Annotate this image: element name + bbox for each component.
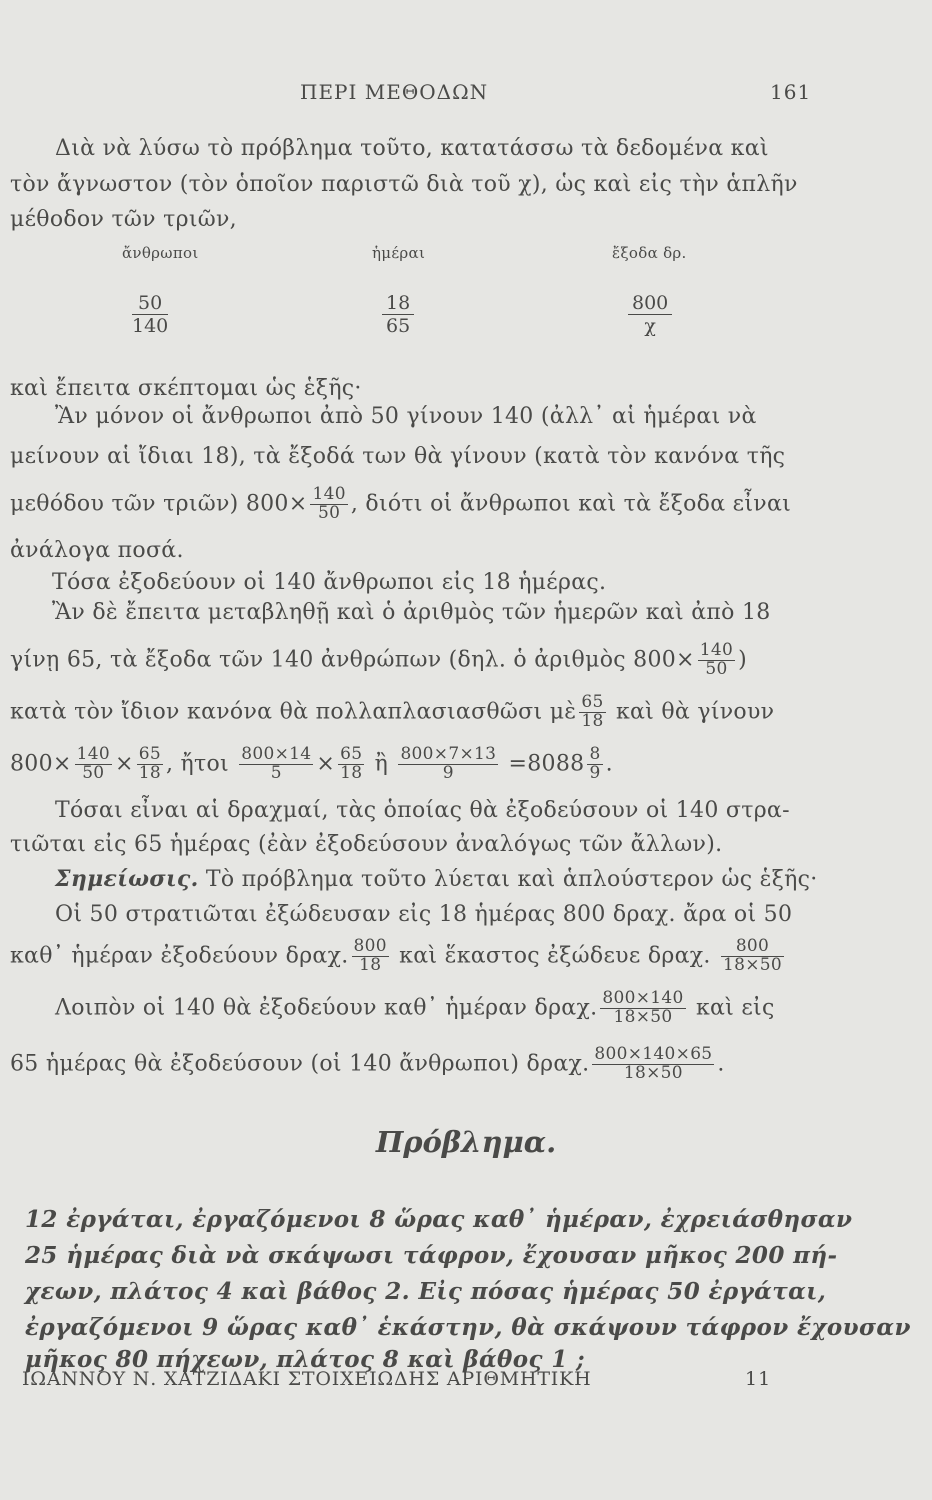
- column-header: ἡμέραι: [372, 244, 426, 262]
- text-line: Σημείωσις. Τὸ πρόβλημα τοῦτο λύεται καὶ ἁπλούστερον ὡς ἑξῆς·: [55, 866, 818, 892]
- text-line: Ἂν μόνον οἱ ἄνθρωποι ἀπὸ 50 γίνουν 140 (ἀλλ᾽ αἱ ἡμέραι νὰ: [55, 404, 757, 429]
- fraction: $\frac{8}{9}$: [589, 744, 601, 783]
- fraction: $\frac{140}{50}$: [699, 640, 734, 679]
- column-header: ἔξοδα δρ.: [612, 244, 687, 262]
- text-line: καθ᾽ ἡμέραν ἐξοδεύουν δραχ. $\frac{800}{18}$ καὶ ἕκαστος ἐξώδευε δραχ. $\frac{800}{18\times 50}$: [10, 936, 782, 975]
- fraction: $\frac{800}{18}$: [353, 936, 387, 975]
- note-label: Σημείωσις.: [55, 866, 199, 892]
- text-line: 65 ἡμέρας θὰ ἐξοδεύσουν (οἱ 140 ἄνθρωποι) δραχ. $\frac{800\times 140\times 65}{18\times 50}$ .: [10, 1044, 725, 1083]
- fraction: $\frac{800\times 7\times 13}{9}$: [400, 744, 497, 783]
- text-line: Ἂν δὲ ἔπειτα μεταβληθῇ καὶ ὁ ἀριθμὸς τῶν ἡμερῶν καὶ ἀπὸ 18: [52, 600, 771, 625]
- text-line: Τόσα ἐξοδεύουν οἱ 140 ἄνθρωποι εἰς 18 ἡμέρας.: [52, 570, 607, 595]
- table-fraction: 50 140: [132, 292, 169, 337]
- table-fraction: 800 χ: [628, 292, 672, 337]
- text-line: Τόσαι εἶναι αἱ δραχμαί, τὰς ὁποίας θὰ ἐξοδεύσουν οἱ 140 στρα-: [55, 798, 790, 823]
- text-line: τιῶται εἰς 65 ἡμέρας (ἐὰν ἐξοδεύσουν ἀναλόγως τῶν ἄλλων).: [10, 832, 723, 857]
- fraction: $\frac{800\times 140}{18\times 50}$: [602, 988, 684, 1027]
- signature-mark: 11: [745, 1368, 772, 1390]
- problem-line: χεων, πλάτος 4 καὶ βάθος 2. Εἰς πόσας ἡμέρας 50 ἐργάται,: [25, 1278, 827, 1305]
- fraction: $\frac{140}{50}$: [76, 744, 110, 783]
- fraction: $\frac{800\times 14}{5}$: [241, 744, 312, 783]
- text-line: Οἱ 50 στρατιῶται ἐξώδευσαν εἰς 18 ἡμέρας 800 δραχ. ἄρα οἱ 50: [55, 902, 793, 927]
- text-line: γίνῃ 65, τὰ ἔξοδα τῶν 140 ἀνθρώπων (δηλ. ὁ ἀριθμὸς 800× $\frac{140}{50}$ ): [10, 640, 748, 679]
- fraction: $\frac{800\times 140\times 65}{18\times 50}$: [594, 1044, 713, 1083]
- text-line: μεθόδου τῶν τριῶν) 800× $\frac{140}{50}$ , διότι οἱ ἄνθρωποι καὶ τὰ ἔξοδα εἶναι: [10, 484, 792, 523]
- fraction: $\frac{140}{50}$: [312, 484, 346, 523]
- footer-title: ΙΩΑΝΝΟΥ Ν. ΧΑΤΖΙΔΑΚΙ ΣΤΟΙΧΕΙΩΔΗΣ ΑΡΙΘΜΗΤΙΚΗ: [22, 1368, 592, 1390]
- fraction: $\frac{65}{18}$: [340, 744, 363, 783]
- equation-line: 800× $\frac{140}{50}$ × $\frac{65}{18}$ , ἤτοι $\frac{800\times 14}{5}$ × $\frac{65}{18}$ ἢ $\frac{800\times 7\times 13}{9}$ =8088 $\frac{8}{9}$ .: [10, 744, 613, 783]
- fraction: $\frac{65}{18}$: [138, 744, 161, 783]
- column-header: ἄνθρωποι: [122, 244, 199, 262]
- text-line: καὶ ἔπειτα σκέπτομαι ὡς ἑξῆς·: [10, 376, 362, 401]
- problem-line: ἐργαζόμενοι 9 ὥρας καθ᾽ ἑκάστην, θὰ σκάψουν τάφρον ἔχουσαν: [25, 1314, 911, 1341]
- text-line: κατὰ τὸν ἴδιον κανόνα θὰ πολλαπλασιασθῶσι μὲ $\frac{65}{18}$ καὶ θὰ γίνουν: [10, 692, 775, 731]
- problem-line: 12 ἐργάται, ἐργαζόμενοι 8 ὥρας καθ᾽ ἡμέραν, ἐχρειάσθησαν: [25, 1206, 853, 1233]
- running-head: ΠΕΡΙ ΜΕΘΟΔΩΝ: [300, 80, 489, 104]
- fraction: $\frac{65}{18}$: [581, 692, 604, 731]
- text-line: τὸν ἄγνωστον (τὸν ὁποῖον παριστῶ διὰ τοῦ χ), ὡς καὶ εἰς τὴν ἁπλῆν: [10, 172, 798, 197]
- table-fraction: 18 65: [382, 292, 414, 337]
- fraction: $\frac{800}{18\times 50}$: [722, 936, 782, 975]
- text-line: Διὰ νὰ λύσω τὸ πρόβλημα τοῦτο, κατατάσσω τὰ δεδομένα καὶ: [55, 136, 769, 161]
- problem-line: 25 ἡμέρας διὰ νὰ σκάψωσι τάφρον, ἔχουσαν μῆκος 200 πή-: [25, 1242, 838, 1269]
- text-line: μείνουν αἱ ἴδιαι 18), τὰ ἔξοδά των θὰ γίνουν (κατὰ τὸν κανόνα τῆς: [10, 444, 786, 469]
- text-line: Λοιπὸν οἱ 140 θὰ ἐξοδεύουν καθ᾽ ἡμέραν δραχ. $\frac{800\times 140}{18\times 50}$ καὶ εἰς: [55, 988, 775, 1027]
- page-number: 161: [770, 80, 812, 104]
- problem-line: μῆκος 80 πήχεων, πλάτος 8 καὶ βάθος 1 ;: [25, 1346, 586, 1373]
- problem-title: Πρόβλημα.: [375, 1125, 557, 1159]
- text-line: μέθοδον τῶν τριῶν,: [10, 207, 237, 232]
- text-line: ἀνάλογα ποσά.: [10, 538, 184, 563]
